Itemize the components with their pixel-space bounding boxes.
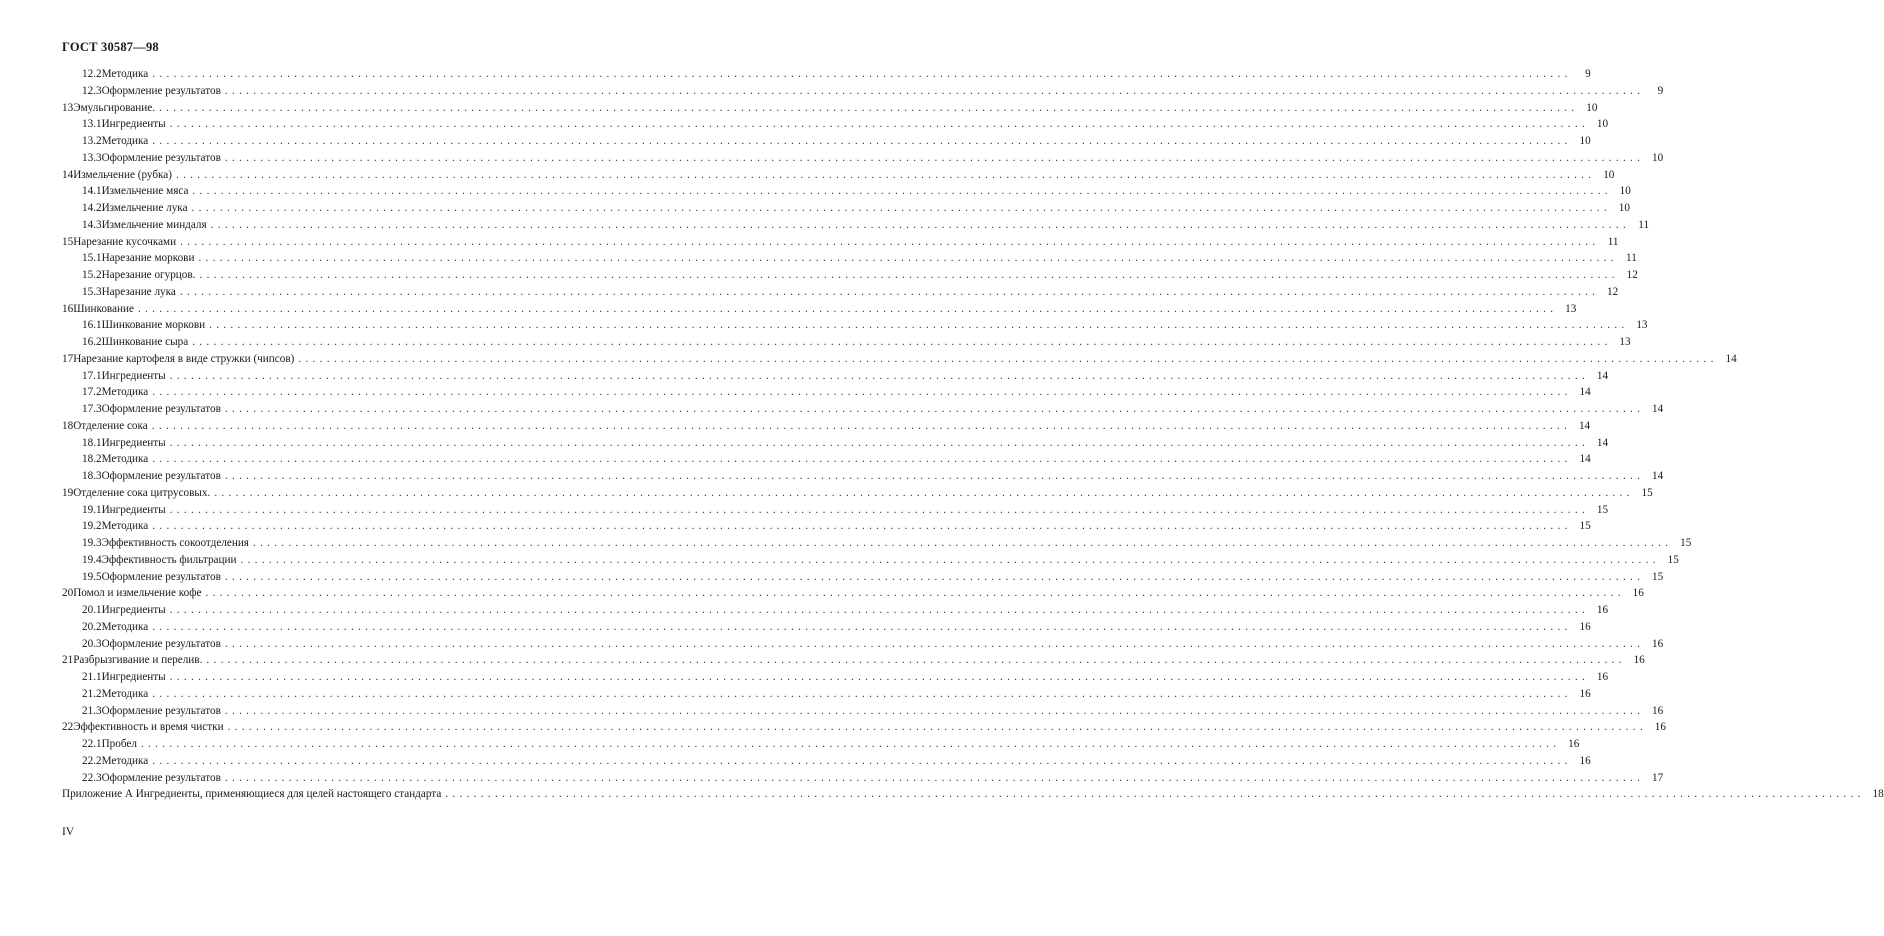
toc-entry-page: 15 xyxy=(1652,570,1664,583)
toc-entry-title: Шинкование моркови xyxy=(101,319,206,332)
toc-entry-page: 13 xyxy=(1619,336,1631,348)
toc-entry-title: Оформление результатов xyxy=(101,637,221,650)
dot-leader: ........................................................................................................................................................................................................ xyxy=(169,604,1590,616)
toc-entry xyxy=(62,83,1664,100)
toc-entry-title: Разбрызгивание и перелив. xyxy=(73,654,203,667)
dot-leader: ........................................................................................................................................................................................................ xyxy=(180,235,1600,248)
toc-entry-page: 16 xyxy=(1596,604,1609,616)
toc-entry xyxy=(62,451,1591,468)
toc-entry-number: 16 xyxy=(62,302,74,315)
toc-entry-number: 16.1 xyxy=(82,319,102,332)
toc-entry xyxy=(62,719,1666,736)
dot-leader: ........................................................................................................................................................................................................ xyxy=(224,84,1645,97)
toc-entry-title: Нарезание картофеля в виде стружки (чипсов) xyxy=(73,352,295,365)
dot-leader: ........................................................................................................................................................................................................ xyxy=(169,503,1590,516)
toc-entry-title: Методика xyxy=(101,453,149,466)
toc-entry-number: 15 xyxy=(62,235,74,248)
toc-entry-page: 9 xyxy=(1657,84,1664,97)
toc-entry-title: Оформление результатов xyxy=(101,704,221,717)
toc-entry-page: 10 xyxy=(1619,185,1631,198)
toc-entry-number: 14.3 xyxy=(82,218,102,231)
toc-entry-page: 14 xyxy=(1578,419,1591,432)
toc-entry-page: 11 xyxy=(1626,252,1637,265)
dot-leader: ........................................................................................................................................................................................................ xyxy=(240,553,1660,566)
dot-leader: ........................................................................................................................................................................................................ xyxy=(169,671,1590,683)
dot-leader: ........................................................................................................................................................................................................ xyxy=(176,168,1596,181)
toc-entry-number: 21 xyxy=(62,654,74,667)
toc-entry xyxy=(62,183,1631,200)
toc-entry-number: 22.1 xyxy=(82,738,102,750)
page-number: IV xyxy=(62,826,75,838)
toc-entry-number: 13.1 xyxy=(82,118,102,131)
toc-entry-number: 13 xyxy=(62,101,74,114)
toc-entry-title: Методика xyxy=(101,386,149,399)
dot-leader: ........................................................................................................................................................................................................ xyxy=(224,403,1645,415)
dot-leader: ........................................................................................................................................................................................................ xyxy=(224,771,1645,784)
toc-entry-page: 11 xyxy=(1638,218,1650,231)
toc-entry xyxy=(62,502,1609,519)
toc-entry-title: Измельчение миндаля xyxy=(101,218,207,231)
toc-entry-title: Методика xyxy=(101,754,149,767)
toc-entry-page: 10 xyxy=(1596,118,1609,131)
dot-leader: ........................................................................................................................................................................................................ xyxy=(179,285,1600,298)
toc-entry-page: 13 xyxy=(1565,302,1577,315)
dot-leader: ........................................................................................................................................................................................................ xyxy=(199,269,1619,281)
toc-entry xyxy=(62,753,1591,770)
dot-leader: ........................................................................................................................................................................................................ xyxy=(152,386,1572,399)
toc-entry-number: 21.1 xyxy=(82,671,102,683)
toc-entry-page: 11 xyxy=(1607,235,1619,248)
dot-leader: ........................................................................................................................................................................................................ xyxy=(224,704,1645,717)
dot-leader: ........................................................................................................................................................................................................ xyxy=(152,620,1572,633)
toc-entry-title: Ингредиенты xyxy=(101,604,166,616)
toc-entry-page: 16 xyxy=(1579,687,1591,700)
toc-entry-number: 19.4 xyxy=(82,553,102,566)
toc-entry-number: 19.3 xyxy=(82,537,102,549)
toc-entry-title: Оформление результатов xyxy=(101,570,221,583)
toc-entry xyxy=(62,686,1591,703)
toc-entry-title: Приложение А Ингредиенты, применяющиеся для целей настоящего стандарта xyxy=(62,788,442,801)
toc-entry xyxy=(62,786,1884,803)
toc-entry-title: Методика xyxy=(101,687,149,700)
toc-entry-number: 14 xyxy=(62,168,74,181)
dot-leader: ........................................................................................................................................................................................................ xyxy=(140,738,1561,750)
toc-entry-title: Эффективность и время чистки xyxy=(73,721,224,734)
toc-entry xyxy=(62,66,1591,83)
toc-entry-number: 20 xyxy=(62,587,74,600)
toc-entry-page: 10 xyxy=(1652,151,1664,164)
toc-entry-page: 15 xyxy=(1680,537,1692,549)
toc-entry-page: 16 xyxy=(1652,637,1664,650)
document-header: ГОСТ 30587—98 xyxy=(62,40,159,54)
toc-entry-title: Нарезание кусочками xyxy=(73,235,177,248)
toc-entry-number: 18.1 xyxy=(82,436,102,449)
toc-entry-title: Методика xyxy=(101,520,149,533)
toc-entry-number: 19.2 xyxy=(82,520,102,533)
toc-entry-number: 17.3 xyxy=(82,403,102,415)
toc-entry-title: Оформление результатов xyxy=(101,151,221,164)
toc-entry-title: Пробел xyxy=(101,738,137,750)
toc-entry-page: 16 xyxy=(1579,620,1591,633)
toc-entry-page: 16 xyxy=(1633,654,1645,667)
toc-entry-page: 10 xyxy=(1579,135,1591,147)
toc-entry-page: 16 xyxy=(1579,754,1591,767)
toc-entry-page: 14 xyxy=(1725,352,1737,365)
toc-entry-page: 15 xyxy=(1641,486,1653,499)
toc-entry-page: 16 xyxy=(1568,738,1580,750)
dot-leader: ........................................................................................................................................................................................................ xyxy=(209,319,1629,332)
toc-entry-title: Эффективность фильтрации xyxy=(101,553,237,566)
toc-entry-page: 16 xyxy=(1632,587,1644,600)
toc-entry-number: 17 xyxy=(62,352,74,365)
toc-entry-number: 19.5 xyxy=(82,570,102,583)
toc-entry-title: Ингредиенты xyxy=(101,369,166,382)
toc-entry xyxy=(62,535,1692,552)
toc-entry-number: 18 xyxy=(62,419,74,432)
toc-entry-page: 14 xyxy=(1652,470,1664,482)
toc-entry xyxy=(62,468,1664,485)
toc-entry-title: Методика xyxy=(101,620,149,633)
toc-entry-number: 15.1 xyxy=(82,252,102,265)
toc-entry-page: 14 xyxy=(1579,453,1591,466)
toc-entry xyxy=(62,552,1679,569)
dot-leader: ........................................................................................................................................................................................................ xyxy=(224,151,1645,164)
toc-entry-number: 15.3 xyxy=(82,285,102,298)
toc-entry-page: 10 xyxy=(1618,202,1630,214)
toc-entry-page: 12 xyxy=(1607,285,1619,298)
toc-entry-number: 20.3 xyxy=(82,637,102,650)
table-of-contents xyxy=(62,66,1884,803)
toc-entry xyxy=(62,619,1591,636)
toc-entry-title: Измельчение лука xyxy=(101,202,188,214)
toc-entry-page: 9 xyxy=(1585,68,1591,80)
toc-entry-page: 15 xyxy=(1667,553,1679,566)
dot-leader: ........................................................................................................................................................................................................ xyxy=(206,654,1626,667)
dot-leader: ........................................................................................................................................................................................................ xyxy=(169,436,1590,449)
toc-entry-page: 16 xyxy=(1654,721,1666,734)
dot-leader: ........................................................................................................................................................................................................ xyxy=(192,336,1612,348)
toc-entry-number: 17.1 xyxy=(82,369,102,382)
dot-leader: ........................................................................................................................................................................................................ xyxy=(205,587,1625,600)
toc-entry-title: Отделение сока xyxy=(73,419,148,432)
toc-entry xyxy=(62,669,1609,686)
dot-leader: ........................................................................................................................................................................................................ xyxy=(169,118,1590,131)
toc-entry xyxy=(62,267,1638,284)
toc-entry-title: Эффективность сокоотделения xyxy=(101,537,249,549)
toc-entry-page: 16 xyxy=(1596,671,1609,683)
toc-entry xyxy=(62,770,1664,787)
toc-entry xyxy=(62,401,1664,418)
toc-entry-page: 14 xyxy=(1596,369,1609,382)
toc-entry-title: Ингредиенты xyxy=(101,503,166,516)
toc-entry-number: 22.2 xyxy=(82,754,102,767)
toc-entry-number: 22.3 xyxy=(82,771,102,784)
toc-entry xyxy=(62,585,1644,602)
toc-entry-title: Шинкование xyxy=(73,302,134,315)
toc-entry-title: Нарезание лука xyxy=(101,285,176,298)
toc-entry xyxy=(62,284,1619,301)
toc-entry-number: 19.1 xyxy=(82,503,102,516)
toc-entry-title: Методика xyxy=(101,135,149,147)
toc-entry xyxy=(62,301,1577,318)
toc-entry-title: Оформление результатов xyxy=(101,771,221,784)
toc-entry-page: 15 xyxy=(1579,520,1591,533)
toc-entry-page: 10 xyxy=(1586,101,1598,114)
toc-entry-title: Отделение сока цитрусовых. xyxy=(73,486,211,499)
dot-leader: ........................................................................................................................................................................................................ xyxy=(192,185,1612,198)
toc-entry xyxy=(62,133,1591,150)
dot-leader: ........................................................................................................................................................................................................ xyxy=(214,486,1634,499)
dot-leader: ........................................................................................................................................................................................................ xyxy=(151,419,1572,432)
toc-entry-title: Измельчение мяса xyxy=(101,185,189,198)
toc-entry-number: 17.2 xyxy=(82,386,102,399)
toc-entry-number: 18.3 xyxy=(82,470,102,482)
toc-entry xyxy=(62,418,1591,435)
toc-entry-title: Измельчение (рубка) xyxy=(73,168,172,181)
toc-entry-page: 18 xyxy=(1872,788,1884,801)
toc-entry xyxy=(62,736,1580,753)
dot-leader: ........................................................................................................................................................................................................ xyxy=(224,470,1645,482)
toc-entry-number: 20.1 xyxy=(82,604,102,616)
toc-entry xyxy=(62,100,1598,117)
toc-entry-page: 12 xyxy=(1626,269,1638,281)
toc-entry-title: Ингредиенты xyxy=(101,436,166,449)
toc-entry-number: 22 xyxy=(62,721,74,734)
toc-entry xyxy=(62,200,1630,217)
toc-entry-number: 20.2 xyxy=(82,620,102,633)
toc-entry-title: Оформление результатов xyxy=(101,403,221,415)
toc-entry xyxy=(62,569,1664,586)
toc-entry xyxy=(62,116,1609,133)
dot-leader: ........................................................................................................................................................................................................ xyxy=(152,453,1572,466)
toc-entry-number: 14.2 xyxy=(82,202,102,214)
dot-leader: ........................................................................................................................................................................................................ xyxy=(191,202,1611,214)
dot-leader: ........................................................................................................................................................................................................ xyxy=(227,721,1647,734)
toc-entry-page: 14 xyxy=(1652,403,1664,415)
toc-entry xyxy=(62,435,1609,452)
toc-entry-page: 10 xyxy=(1603,168,1615,181)
toc-entry-page: 13 xyxy=(1636,319,1648,332)
dot-leader: ........................................................................................................................................................................................................ xyxy=(224,637,1645,650)
dot-leader: ........................................................................................................................................................................................................ xyxy=(152,687,1572,700)
toc-entry xyxy=(62,334,1631,351)
toc-entry xyxy=(62,636,1664,653)
toc-entry-title: Шинкование сыра xyxy=(101,336,189,348)
toc-entry xyxy=(62,652,1645,669)
toc-entry-page: 16 xyxy=(1652,704,1664,717)
dot-leader: ........................................................................................................................................................................................................ xyxy=(152,68,1572,80)
toc-entry-title: Оформление результатов xyxy=(101,84,221,97)
dot-leader: ........................................................................................................................................................................................................ xyxy=(210,218,1631,231)
dot-leader: ........................................................................................................................................................................................................ xyxy=(152,135,1572,147)
toc-entry xyxy=(62,234,1619,251)
toc-entry-number: 19 xyxy=(62,486,74,499)
toc-entry-number: 21.3 xyxy=(82,704,102,717)
toc-entry xyxy=(62,167,1615,184)
toc-entry xyxy=(62,703,1664,720)
toc-entry xyxy=(62,602,1609,619)
toc-entry xyxy=(62,351,1737,368)
dot-leader: ........................................................................................................................................................................................................ xyxy=(152,754,1572,767)
toc-entry-number: 21.2 xyxy=(82,687,102,700)
toc-entry-number: 16.2 xyxy=(82,336,102,348)
toc-entry-number: 13.2 xyxy=(82,135,102,147)
toc-entry xyxy=(62,384,1591,401)
toc-entry xyxy=(62,518,1591,535)
toc-entry-number: 13.3 xyxy=(82,151,102,164)
toc-entry xyxy=(62,217,1650,234)
toc-entry-title: Помол и измельчение кофе xyxy=(73,587,202,600)
toc-entry xyxy=(62,368,1609,385)
toc-entry-number: 14.1 xyxy=(82,185,102,198)
dot-leader: ........................................................................................................................................................................................................ xyxy=(252,537,1673,549)
toc-entry-title: Эмульгирование. xyxy=(73,101,156,114)
toc-entry xyxy=(62,317,1648,334)
dot-leader: ........................................................................................................................................................................................................ xyxy=(224,570,1645,583)
toc-entry-page: 14 xyxy=(1596,436,1609,449)
dot-leader: ........................................................................................................................................................................................................ xyxy=(169,369,1590,382)
dot-leader: ........................................................................................................................................................................................................ xyxy=(159,101,1579,114)
toc-entry-number: 15.2 xyxy=(82,269,102,281)
toc-entry-title: Нарезание огурцов. xyxy=(101,269,196,281)
toc-entry-page: 14 xyxy=(1579,386,1591,399)
dot-leader: ........................................................................................................................................................................................................ xyxy=(445,788,1865,801)
toc-entry-number: 12.2 xyxy=(82,68,102,80)
toc-entry-page: 15 xyxy=(1596,503,1609,516)
toc-entry-title: Оформление результатов xyxy=(101,470,221,482)
toc-entry-page: 17 xyxy=(1652,771,1664,784)
toc-entry-number: 12.3 xyxy=(82,84,102,97)
toc-entry xyxy=(62,250,1637,267)
toc-entry-title: Методика xyxy=(101,68,149,80)
dot-leader: ........................................................................................................................................................................................................ xyxy=(152,520,1572,533)
dot-leader: ........................................................................................................................................................................................................ xyxy=(137,302,1558,315)
dot-leader: ........................................................................................................................................................................................................ xyxy=(298,352,1718,365)
toc-entry-number: 18.2 xyxy=(82,453,102,466)
toc-entry xyxy=(62,150,1664,167)
toc-entry-title: Ингредиенты xyxy=(101,671,166,683)
toc-entry-title: Ингредиенты xyxy=(101,118,166,131)
dot-leader: ........................................................................................................................................................................................................ xyxy=(198,252,1618,265)
toc-entry xyxy=(62,485,1653,502)
toc-entry-title: Нарезание моркови xyxy=(101,252,195,265)
